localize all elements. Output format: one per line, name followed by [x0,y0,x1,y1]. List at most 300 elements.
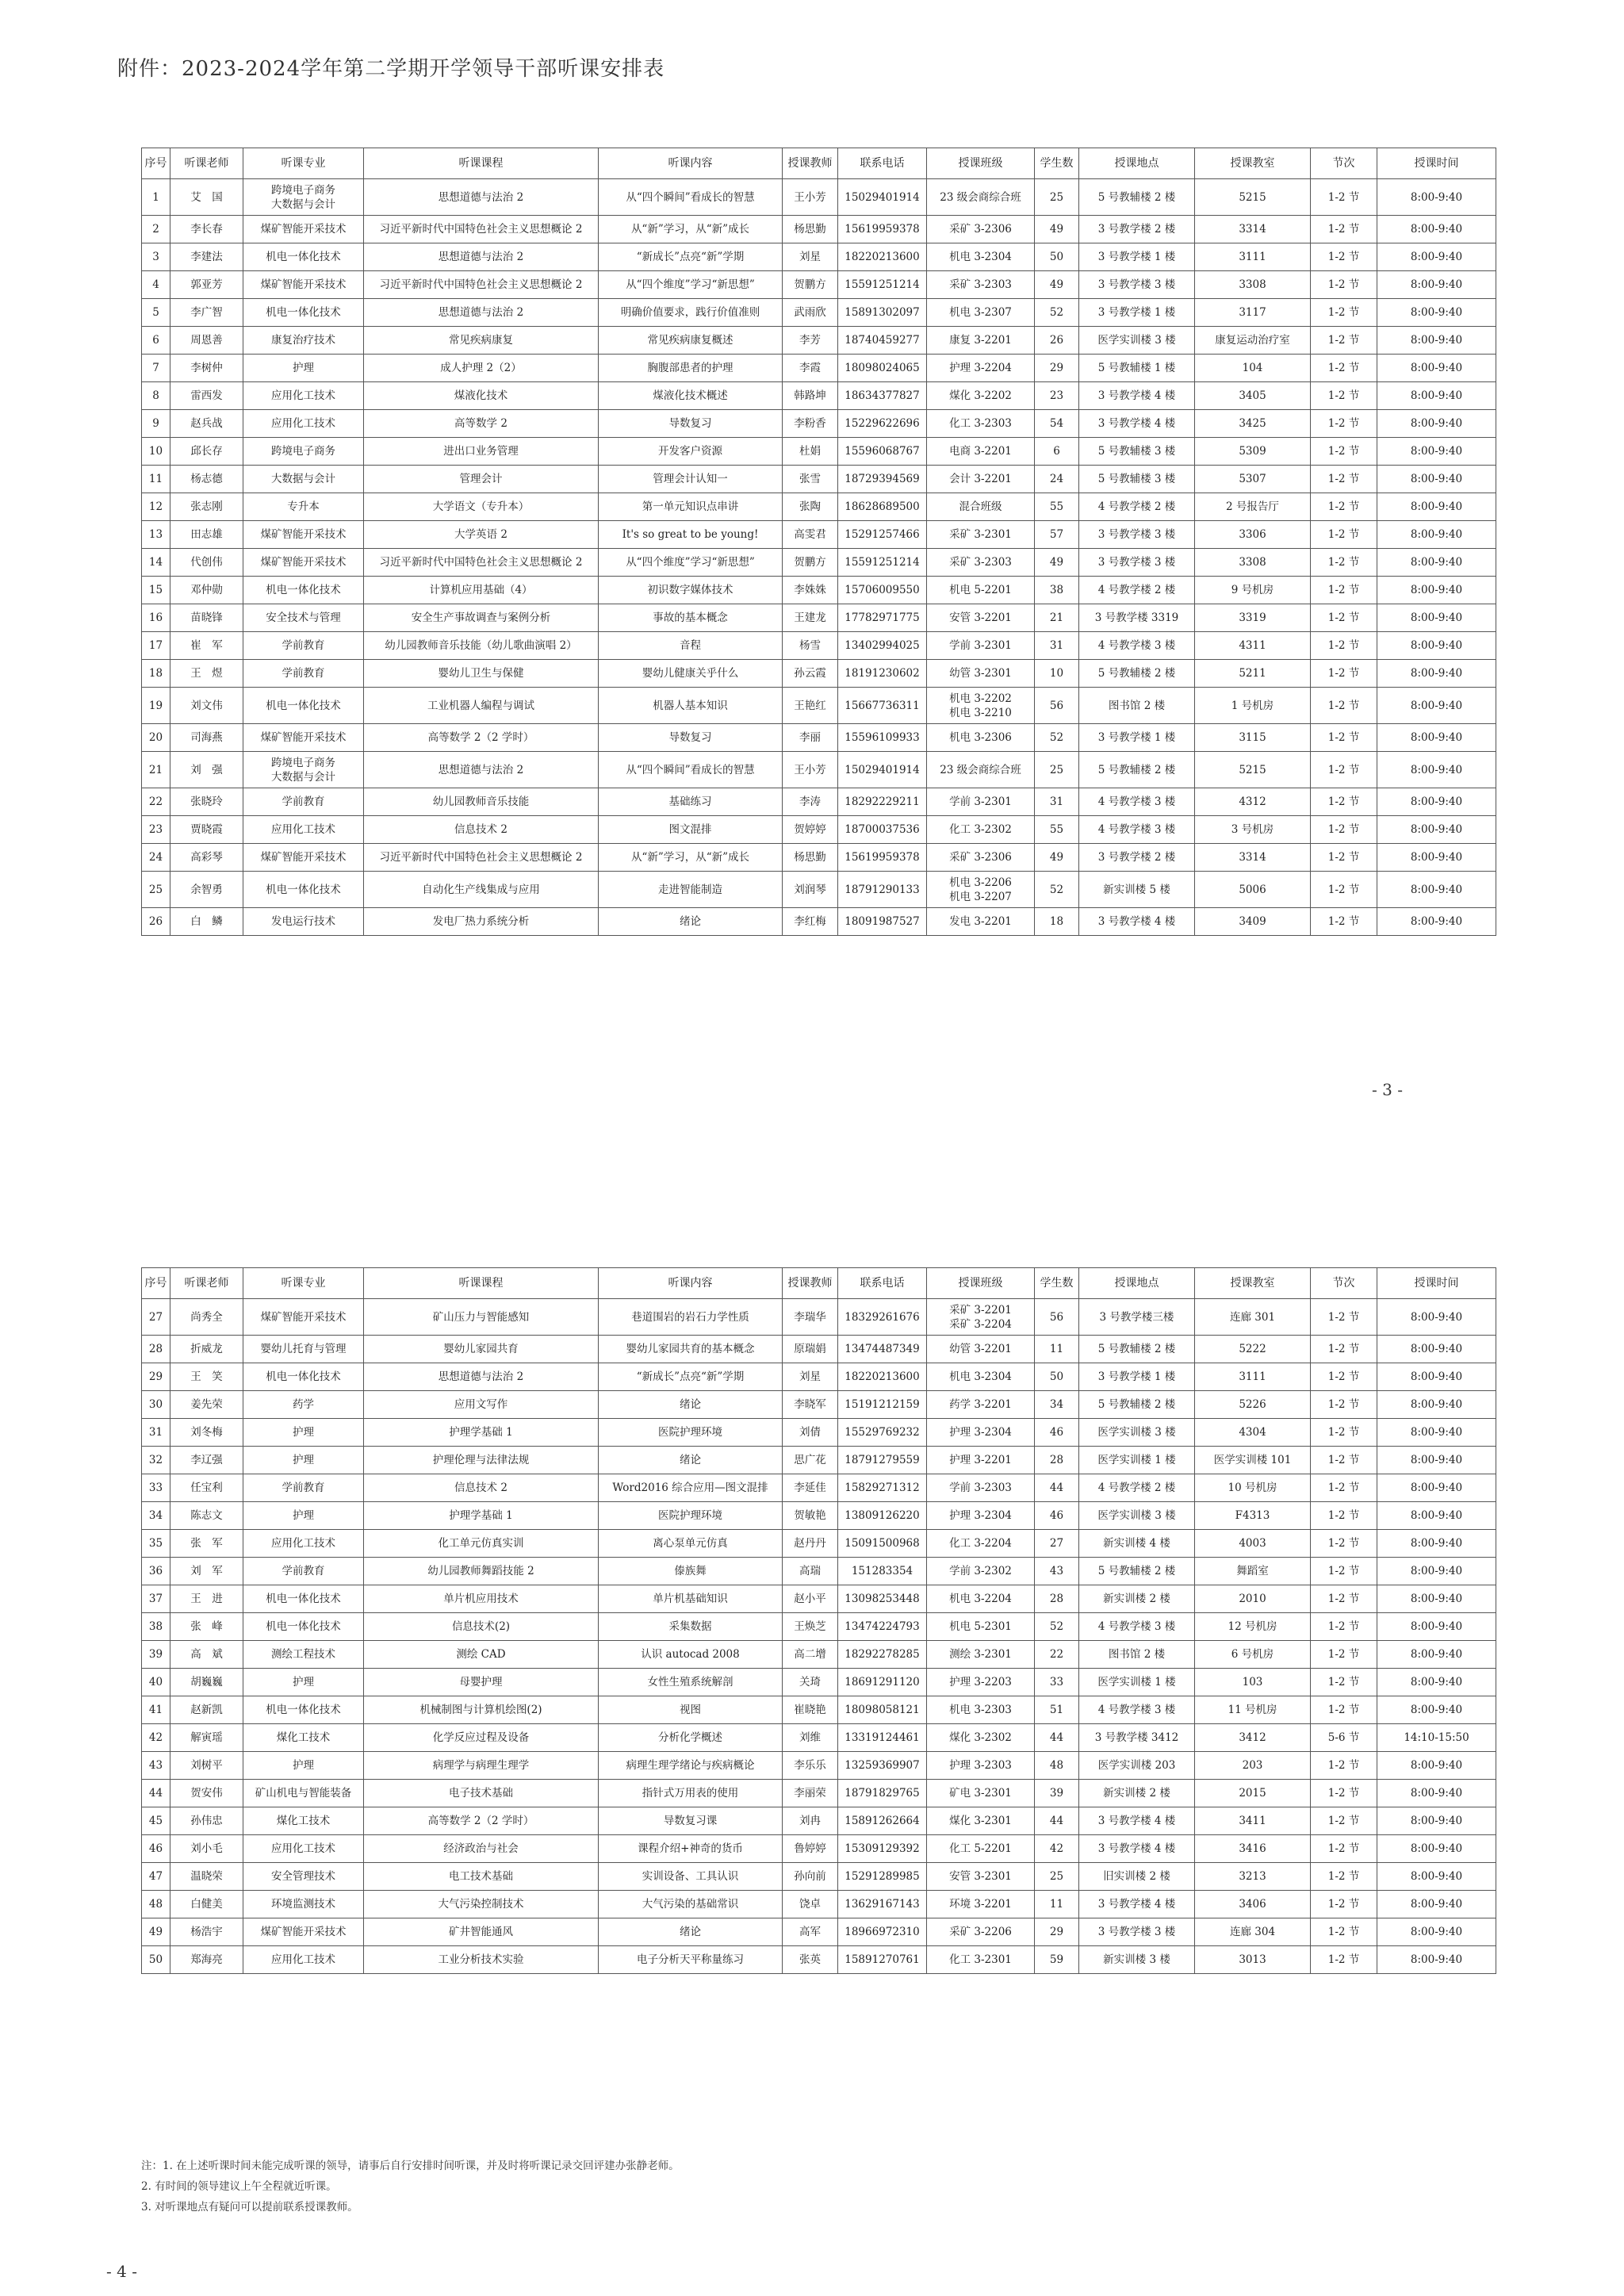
cell-major: 应用化工技术 [243,816,364,844]
cell-instructor: 张雪 [783,466,838,493]
cell-course: 发电厂热力系统分析 [364,908,599,936]
cell-room: 3314 [1195,216,1311,243]
cell-course: 电子技术基础 [364,1780,599,1807]
cell-teacher: 王 进 [170,1585,243,1613]
cell-room: 5226 [1195,1391,1311,1419]
table-row [142,216,1496,243]
cell-period: 1-2 节 [1311,438,1377,466]
cell-time: 8:00-9:40 [1377,604,1496,632]
cell-room: 舞蹈室 [1195,1558,1311,1585]
cell-seq: 45 [142,1807,170,1835]
cell-location: 3 号教学楼 3 楼 [1079,1918,1195,1946]
table-row [142,604,1496,632]
cell-teacher: 张晓玲 [170,788,243,816]
cell-phone: 151283354 [838,1558,927,1585]
table-row [142,1891,1496,1918]
cell-teacher: 刘冬梅 [170,1419,243,1447]
cell-room: 3406 [1195,1891,1311,1918]
cell-course: 工业分析技术实验 [364,1946,599,1974]
page-number: - 4 - [106,2262,137,2281]
column-header-room: 授课教室 [1195,148,1311,179]
cell-instructor: 高军 [783,1918,838,1946]
cell-location: 3 号教学楼 3412 [1079,1724,1195,1752]
table-header-row [142,148,1496,179]
cell-period: 1-2 节 [1311,1558,1377,1585]
cell-students: 52 [1035,872,1079,908]
cell-instructor: 杜娟 [783,438,838,466]
cell-period: 1-2 节 [1311,604,1377,632]
cell-time: 8:00-9:40 [1377,1474,1496,1502]
cell-instructor: 高雯君 [783,521,838,549]
cell-class [927,1299,1035,1336]
cell-seq: 33 [142,1474,170,1502]
cell-instructor: 张英 [783,1946,838,1974]
cell-teacher: 田志雄 [170,521,243,549]
cell-content: 从“四个维度”学习“新思想” [599,271,783,299]
cell-location: 5 号教辅楼 1 楼 [1079,355,1195,382]
cell-phone: 18628689500 [838,493,927,521]
cell-class [927,688,1035,724]
cell-room: 3416 [1195,1835,1311,1863]
cell-location: 医学实训楼 3 楼 [1079,327,1195,355]
cell-phone: 15891302097 [838,299,927,327]
cell-phone: 13098253448 [838,1585,927,1613]
cell-major: 学前教育 [243,788,364,816]
cell-course: 大气污染控制技术 [364,1891,599,1918]
cell-seq: 19 [142,688,170,724]
cell-content: 导数复习 [599,724,783,752]
cell-location: 5 号教辅楼 2 楼 [1079,660,1195,688]
cell-phone: 18292278285 [838,1641,927,1669]
cell-content: 傣族舞 [599,1558,783,1585]
cell-class: 幼管 3-2301 [927,660,1035,688]
cell-location: 4 号教学楼 3 楼 [1079,632,1195,660]
cell-major: 煤矿智能开采技术 [243,1918,364,1946]
column-header-location: 授课地点 [1079,148,1195,179]
cell-seq: 27 [142,1299,170,1336]
table-row [142,1299,1496,1336]
cell-location: 医学实训楼 3 楼 [1079,1419,1195,1447]
cell-major: 机电一体化技术 [243,299,364,327]
cell-students: 48 [1035,1752,1079,1780]
cell-phone: 15309129392 [838,1835,927,1863]
cell-period: 1-2 节 [1311,908,1377,936]
cell-room: 3308 [1195,271,1311,299]
cell-period: 1-2 节 [1311,1863,1377,1891]
cell-room: 10 号机房 [1195,1474,1311,1502]
cell-seq: 48 [142,1891,170,1918]
cell-time: 8:00-9:40 [1377,1891,1496,1918]
cell-phone: 18729394569 [838,466,927,493]
cell-period: 1-2 节 [1311,179,1377,216]
cell-students: 31 [1035,632,1079,660]
cell-room: 3308 [1195,549,1311,577]
cell-period: 1-2 节 [1311,216,1377,243]
cell-content: 从“四个维度”学习“新思想” [599,549,783,577]
cell-major: 煤矿智能开采技术 [243,271,364,299]
cell-students: 44 [1035,1724,1079,1752]
cell-class: 发电 3-2201 [927,908,1035,936]
table-row [142,1835,1496,1863]
cell-room: 3111 [1195,1363,1311,1391]
cell-teacher: 高 斌 [170,1641,243,1669]
cell-instructor: 张陶 [783,493,838,521]
cell-room: 连廊 301 [1195,1299,1311,1336]
cell-class: 采矿 3-2306 [927,844,1035,872]
cell-period: 1-2 节 [1311,1419,1377,1447]
cell-time: 8:00-9:40 [1377,1336,1496,1363]
cell-class: 采矿 3-2206 [927,1918,1035,1946]
cell-students: 49 [1035,844,1079,872]
cell-class: 煤化 3-2301 [927,1807,1035,1835]
cell-instructor: 贺鹏方 [783,549,838,577]
cell-teacher: 张志刚 [170,493,243,521]
cell-phone: 15291257466 [838,521,927,549]
cell-phone: 15091500968 [838,1530,927,1558]
cell-students: 50 [1035,243,1079,271]
cell-location: 医学实训楼 1 楼 [1079,1447,1195,1474]
cell-phone: 13259369907 [838,1752,927,1780]
cell-phone: 15596109933 [838,724,927,752]
cell-teacher: 张 军 [170,1530,243,1558]
cell-room: 11 号机房 [1195,1696,1311,1724]
cell-instructor: 王小芳 [783,179,838,216]
cell-room: 3412 [1195,1724,1311,1752]
table-row [142,688,1496,724]
cell-phone: 15591251214 [838,549,927,577]
cell-course: 计算机应用基础（4） [364,577,599,604]
cell-seq: 25 [142,872,170,908]
cell-class: 化工 3-2302 [927,816,1035,844]
cell-period: 1-2 节 [1311,1752,1377,1780]
cell-period: 1-2 节 [1311,1502,1377,1530]
cell-time: 8:00-9:40 [1377,1863,1496,1891]
cell-room: 3319 [1195,604,1311,632]
table-row [142,1863,1496,1891]
table-row [142,844,1496,872]
cell-seq: 46 [142,1835,170,1863]
cell-content: 明确价值要求，践行价值准则 [599,299,783,327]
footnotes [141,2156,680,2217]
cell-class [927,872,1035,908]
cell-instructor: 饶卓 [783,1891,838,1918]
cell-content: 初识数字媒体技术 [599,577,783,604]
cell-instructor: 李粉香 [783,410,838,438]
cell-period: 1-2 节 [1311,1299,1377,1336]
cell-location: 旧实训楼 2 楼 [1079,1863,1195,1891]
cell-location: 5 号教辅楼 3 楼 [1079,438,1195,466]
cell-location: 新实训楼 2 楼 [1079,1585,1195,1613]
cell-room: 3411 [1195,1807,1311,1835]
cell-content: 绪论 [599,1918,783,1946]
cell-time: 8:00-9:40 [1377,382,1496,410]
cell-content: 从“新”学习，从“新”成长 [599,216,783,243]
cell-location: 5 号教辅楼 2 楼 [1079,1558,1195,1585]
table-row [142,1336,1496,1363]
cell-line: 大数据与会计 [271,197,335,211]
cell-teacher: 李长春 [170,216,243,243]
cell-room: 3111 [1195,243,1311,271]
cell-teacher: 刘小毛 [170,1835,243,1863]
cell-content: 医院护理环境 [599,1419,783,1447]
cell-students: 43 [1035,1558,1079,1585]
cell-line: 机电 3-2207 [949,890,1012,903]
cell-class: 采矿 3-2303 [927,549,1035,577]
table-row [142,271,1496,299]
cell-instructor: 李延佳 [783,1474,838,1502]
cell-period: 1-2 节 [1311,1696,1377,1724]
cell-teacher: 王 煜 [170,660,243,688]
cell-time: 8:00-9:40 [1377,688,1496,724]
cell-course: 习近平新时代中国特色社会主义思想概论 2 [364,549,599,577]
cell-course: 思想道德与法治 2 [364,243,599,271]
table-row [142,1419,1496,1447]
cell-teacher: 周恩善 [170,327,243,355]
table-row [142,788,1496,816]
cell-location: 3 号教学楼 3319 [1079,604,1195,632]
table-row [142,549,1496,577]
cell-course: 幼儿园教师舞蹈技能 2 [364,1558,599,1585]
cell-teacher: 高彩琴 [170,844,243,872]
cell-seq: 24 [142,844,170,872]
table-row [142,410,1496,438]
table-row [142,908,1496,936]
cell-course: 高等数学 2（2 学时） [364,724,599,752]
cell-students: 21 [1035,604,1079,632]
cell-period: 1-2 节 [1311,1641,1377,1669]
cell-time: 8:00-9:40 [1377,1641,1496,1669]
cell-class: 23 级会商综合班 [927,179,1035,216]
cell-seq: 39 [142,1641,170,1669]
cell-seq: 20 [142,724,170,752]
cell-location: 5 号教辅楼 2 楼 [1079,179,1195,216]
cell-course: 化学反应过程及设备 [364,1724,599,1752]
cell-period: 1-2 节 [1311,243,1377,271]
cell-seq: 7 [142,355,170,382]
cell-students: 46 [1035,1502,1079,1530]
cell-class: 学前 3-2301 [927,788,1035,816]
cell-course: 测绘 CAD [364,1641,599,1669]
column-header-instructor: 授课教师 [783,1268,838,1299]
cell-period: 1-2 节 [1311,1669,1377,1696]
cell-seq: 32 [142,1447,170,1474]
cell-instructor: 李姝姝 [783,577,838,604]
cell-content: 视图 [599,1696,783,1724]
cell-course: 成人护理 2（2） [364,355,599,382]
cell-room: 6 号机房 [1195,1641,1311,1669]
cell-course: 高等数学 2 [364,410,599,438]
cell-content: 事故的基本概念 [599,604,783,632]
cell-time: 8:00-9:40 [1377,816,1496,844]
table-row [142,355,1496,382]
cell-content: 音程 [599,632,783,660]
table-row [142,1391,1496,1419]
cell-students: 33 [1035,1669,1079,1696]
cell-phone: 18966972310 [838,1918,927,1946]
cell-students: 34 [1035,1391,1079,1419]
cell-course: 常见疾病康复 [364,327,599,355]
cell-phone: 18292229211 [838,788,927,816]
cell-class: 机电 3-2307 [927,299,1035,327]
cell-major [243,752,364,788]
cell-time: 8:00-9:40 [1377,660,1496,688]
cell-class: 会计 3-2201 [927,466,1035,493]
cell-time: 8:00-9:40 [1377,872,1496,908]
cell-content: 婴幼儿家园共育的基本概念 [599,1336,783,1363]
cell-students: 52 [1035,1613,1079,1641]
cell-class: 护理 3-2201 [927,1447,1035,1474]
cell-period: 1-2 节 [1311,577,1377,604]
cell-phone: 18791290133 [838,872,927,908]
cell-phone: 15829271312 [838,1474,927,1502]
cell-seq: 6 [142,327,170,355]
cell-course: 婴幼儿家园共育 [364,1336,599,1363]
cell-students: 11 [1035,1336,1079,1363]
cell-major: 应用化工技术 [243,1946,364,1974]
cell-phone: 13319124461 [838,1724,927,1752]
cell-class: 学前 3-2303 [927,1474,1035,1502]
cell-teacher: 苗晓锋 [170,604,243,632]
cell-room: 5006 [1195,872,1311,908]
cell-students: 25 [1035,1863,1079,1891]
cell-teacher: 赵兵战 [170,410,243,438]
cell-major: 机电一体化技术 [243,688,364,724]
cell-major: 护理 [243,1502,364,1530]
cell-location: 5 号教辅楼 2 楼 [1079,752,1195,788]
cell-room: 9 号机房 [1195,577,1311,604]
cell-teacher: 崔 军 [170,632,243,660]
cell-location: 新实训楼 3 楼 [1079,1946,1195,1974]
cell-students: 29 [1035,355,1079,382]
cell-content: 离心泵单元仿真 [599,1530,783,1558]
cell-class: 煤化 3-2302 [927,1724,1035,1752]
cell-instructor: 王艳红 [783,688,838,724]
cell-phone: 18098024065 [838,355,927,382]
cell-phone: 15229622696 [838,410,927,438]
cell-phone: 18791829765 [838,1780,927,1807]
column-header-period: 节次 [1311,148,1377,179]
cell-line: 采矿 3-2204 [949,1317,1012,1331]
cell-course: 自动化生产线集成与应用 [364,872,599,908]
cell-major: 护理 [243,1669,364,1696]
cell-teacher: 刘 军 [170,1558,243,1585]
cell-seq: 22 [142,788,170,816]
cell-period: 1-2 节 [1311,1447,1377,1474]
cell-class: 煤化 3-2202 [927,382,1035,410]
cell-students: 51 [1035,1696,1079,1724]
cell-class: 23 级会商综合班 [927,752,1035,788]
cell-period: 1-2 节 [1311,1336,1377,1363]
cell-teacher: 刘文伟 [170,688,243,724]
cell-period: 1-2 节 [1311,724,1377,752]
cell-location: 3 号教学楼 3 楼 [1079,549,1195,577]
cell-teacher: 杨浩宇 [170,1918,243,1946]
cell-instructor: 韩路坤 [783,382,838,410]
cell-time: 8:00-9:40 [1377,493,1496,521]
cell-time: 8:00-9:40 [1377,1419,1496,1447]
cell-instructor: 李丽 [783,724,838,752]
cell-instructor: 赵小平 [783,1585,838,1613]
cell-major: 机电一体化技术 [243,1363,364,1391]
table-row [142,327,1496,355]
cell-teacher: 王 笑 [170,1363,243,1391]
cell-phone: 15291289985 [838,1863,927,1891]
cell-seq: 13 [142,521,170,549]
cell-time: 8:00-9:40 [1377,1447,1496,1474]
cell-time: 8:00-9:40 [1377,1558,1496,1585]
cell-teacher: 张 峰 [170,1613,243,1641]
cell-students: 56 [1035,1299,1079,1336]
cell-instructor: 鲁婷婷 [783,1835,838,1863]
cell-teacher: 邱长存 [170,438,243,466]
cell-location: 3 号教学楼 4 楼 [1079,1835,1195,1863]
table-row [142,179,1496,216]
cell-teacher: 姜先荣 [170,1391,243,1419]
cell-instructor: 刘维 [783,1724,838,1752]
cell-major: 环境监测技术 [243,1891,364,1918]
cell-time: 14:10-15:50 [1377,1724,1496,1752]
cell-teacher: 白 鳞 [170,908,243,936]
cell-time: 8:00-9:40 [1377,1502,1496,1530]
cell-class: 护理 3-2304 [927,1502,1035,1530]
cell-major: 机电一体化技术 [243,872,364,908]
column-header-course: 听课课程 [364,1268,599,1299]
cell-students: 49 [1035,549,1079,577]
cell-seq: 37 [142,1585,170,1613]
cell-period: 1-2 节 [1311,493,1377,521]
cell-location: 5 号教辅楼 3 楼 [1079,466,1195,493]
cell-teacher: 代创伟 [170,549,243,577]
cell-location: 图书馆 2 楼 [1079,1641,1195,1669]
cell-major: 安全管理技术 [243,1863,364,1891]
cell-phone: 15619959378 [838,844,927,872]
cell-instructor: 李芳 [783,327,838,355]
cell-students: 25 [1035,179,1079,216]
cell-students: 22 [1035,1641,1079,1669]
table-row [142,577,1496,604]
cell-time: 8:00-9:40 [1377,1807,1496,1835]
cell-room: 3213 [1195,1863,1311,1891]
cell-room: 3 号机房 [1195,816,1311,844]
cell-phone: 18329261676 [838,1299,927,1336]
cell-major: 护理 [243,1419,364,1447]
cell-phone: 15029401914 [838,179,927,216]
cell-phone: 18220213600 [838,1363,927,1391]
cell-course: 大学英语 2 [364,521,599,549]
column-header-time: 授课时间 [1377,148,1496,179]
cell-major: 婴幼儿托育与管理 [243,1336,364,1363]
cell-students: 28 [1035,1585,1079,1613]
cell-students: 46 [1035,1419,1079,1447]
cell-seq: 38 [142,1613,170,1641]
cell-seq: 31 [142,1419,170,1447]
cell-class: 幼管 3-2201 [927,1336,1035,1363]
table-row [142,1613,1496,1641]
cell-room: 5215 [1195,752,1311,788]
cell-major: 应用化工技术 [243,1530,364,1558]
column-header-room: 授课教室 [1195,1268,1311,1299]
cell-period: 1-2 节 [1311,1391,1377,1419]
cell-course: 婴幼儿卫生与保健 [364,660,599,688]
cell-course: 单片机应用技术 [364,1585,599,1613]
cell-phone: 15596068767 [838,438,927,466]
cell-course: 矿山压力与智能感知 [364,1299,599,1336]
cell-room: 5215 [1195,179,1311,216]
cell-period: 1-2 节 [1311,521,1377,549]
cell-phone: 15191212159 [838,1391,927,1419]
cell-content: 走进智能制造 [599,872,783,908]
cell-course: 幼儿园教师音乐技能 [364,788,599,816]
